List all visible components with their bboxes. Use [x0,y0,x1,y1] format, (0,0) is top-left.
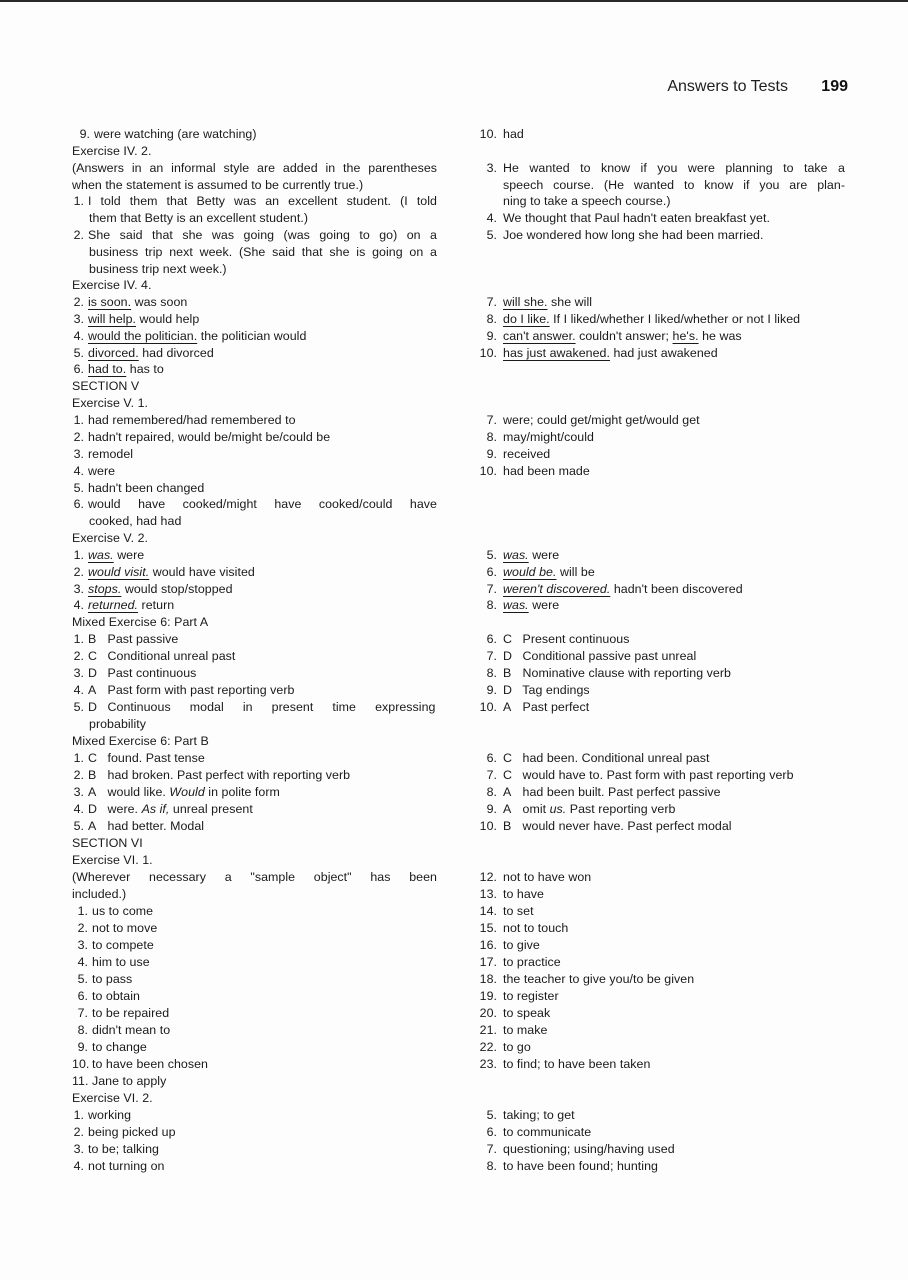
answer-item: 16. to give [479,938,540,952]
answer-item: 5. was. were [486,548,560,562]
answer-item: 12. not to have won [479,870,592,884]
answer-item-continued: business trip next week.) [89,262,227,276]
answer-item-continued: business trip next week. (She said that she is going on a [89,245,437,259]
answer-item: 4. A Past form with past reporting verb [73,683,295,697]
exercise-heading: Mixed Exercise 6: Part A [72,615,209,629]
answer-item: 3. stops. would stop/stopped [73,582,233,596]
running-title: Answers to Tests [667,78,788,95]
answer-item: 4. were [73,464,116,478]
answer-item: 11. Jane to apply [72,1074,167,1088]
scan-top-border [0,0,908,2]
answer-item: 3. D Past continuous [73,666,197,680]
answer-item: 14. to set [479,904,534,918]
answer-item: 4. D were. As if, unreal present [73,802,253,816]
answer-item: 8. may/might/could [486,430,594,444]
page-header [0,78,908,100]
answer-item: 9. D Tag endings [486,683,590,697]
answer-item: 7. were; could get/might get/would get [486,413,700,427]
answer-item-continued: probability [89,717,147,731]
answer-item: 10. had been made [479,464,590,478]
section-heading: SECTION VI [72,836,143,850]
answer-item: 7. C would have to. Past form with past reporting verb [486,768,794,782]
answer-item: 2. She said that she was going (was going to go) on a [73,228,437,242]
answer-item: 10. has just awakened. had just awakened [479,346,718,360]
answer-item: 22. to go [479,1040,531,1054]
answer-item: 4. him to use [77,955,150,969]
exercise-heading: Exercise VI. 1. [72,853,153,867]
answer-item: 1. B Past passive [73,632,179,646]
exercise-heading: Exercise IV. 2. [72,144,152,158]
answer-item: 6. to communicate [486,1125,592,1139]
answer-item: 9. were watching (are watching) [79,127,257,141]
answer-item: 5. taking; to get [486,1108,575,1122]
answer-item: 4. returned. return [73,598,175,612]
exercise-note: (Wherever necessary a "sample object" has been [72,870,437,884]
answer-item: 2. not to move [77,921,158,935]
answer-item: 5. divorced. had divorced [73,346,214,360]
answer-item: 10. B would never have. Past perfect modal [479,819,732,833]
answer-item: 20. to speak [479,1006,551,1020]
answer-item: 6. had to. has to [73,362,164,376]
answer-item: 3. He wanted to know if you were planning to take a [486,161,845,175]
answer-item: 6. would be. will be [486,565,595,579]
answer-item: 2. is soon. was soon [73,295,188,309]
answer-item: 9. received [486,447,551,461]
answer-item: 2. C Conditional unreal past [73,649,236,663]
answer-item: 23. to find; to have been taken [479,1057,651,1071]
exercise-note: (Answers in an informal style are added in the parentheses [72,161,437,175]
exercise-heading: Exercise VI. 2. [72,1091,153,1105]
exercise-note: included.) [72,887,127,901]
answer-item: 9. can't answer. couldn't answer; he's. he was [486,329,742,343]
exercise-note: when the statement is assumed to be currently true.) [72,178,364,192]
answer-item: 8. to have been found; hunting [486,1159,658,1173]
answer-item: 7. weren't discovered. hadn't been discovered [486,582,743,596]
answer-item: 1. working [73,1108,132,1122]
answer-item: 6. would have cooked/might have cooked/could have [73,497,437,511]
answer-item: 15. not to touch [479,921,569,935]
answer-item: 2. would visit. would have visited [73,565,255,579]
answer-item-continued: them that Betty is an excellent student.) [89,211,309,225]
answer-item: 21. to make [479,1023,548,1037]
answer-item: 3. to compete [77,938,154,952]
answer-item: 17. to practice [479,955,561,969]
answer-item: 5. A had better. Modal [73,819,205,833]
answer-item: 6. C had been. Conditional unreal past [486,751,710,765]
answer-item-continued: cooked, had had [89,514,182,528]
answer-item-continued: ning to take a speech course.) [503,194,671,208]
answer-item: 5. D Continuous modal in present time expressing [73,700,436,714]
answer-item: 1. us to come [77,904,154,918]
answer-item: 3. will help. would help [73,312,200,326]
answer-item: 10. had [479,127,524,141]
answer-item: 19. to register [479,989,559,1003]
answer-item: 4. would the politician. the politician would [73,329,307,343]
answer-item: 6. to obtain [77,989,140,1003]
answer-item: 8. do I like. If I liked/whether I liked/whether or not I liked [486,312,801,326]
answer-item: 1. was. were [73,548,145,562]
answer-item: 7. questioning; using/having used [486,1142,675,1156]
answer-item: 4. We thought that Paul hadn't eaten breakfast yet. [486,211,770,225]
answer-item: 1. C found. Past tense [73,751,205,765]
answer-item: 9. to change [77,1040,147,1054]
answer-item: 9. A omit us. Past reporting verb [486,802,676,816]
exercise-heading: Mixed Exercise 6: Part B [72,734,209,748]
answer-item: 5. to pass [77,972,133,986]
answer-item: 18. the teacher to give you/to be given [479,972,695,986]
answer-item: 10. A Past perfect [479,700,590,714]
answer-item: 3. A would like. Would in polite form [73,785,280,799]
exercise-heading: Exercise V. 2. [72,531,148,545]
page-number: 199 [821,78,848,95]
answer-item: 3. remodel [73,447,134,461]
answer-item: 1. I told them that Betty was an excellent student. (I told [73,194,437,208]
exercise-heading: Exercise V. 1. [72,396,148,410]
answer-item: 5. hadn't been changed [73,481,205,495]
answer-item: 5. Joe wondered how long she had been married. [486,228,764,242]
answer-item: 7. to be repaired [77,1006,170,1020]
answer-item: 8. was. were [486,598,560,612]
answer-item: 7. will she. she will [486,295,593,309]
answer-item: 8. didn't mean to [77,1023,171,1037]
answer-item: 8. A had been built. Past perfect passive [486,785,721,799]
answer-item: 8. B Nominative clause with reporting verb [486,666,731,680]
answer-item: 1. had remembered/had remembered to [73,413,296,427]
answer-item: 2. hadn't repaired, would be/might be/could be [73,430,331,444]
answer-item: 2. being picked up [73,1125,176,1139]
answer-item: 2. B had broken. Past perfect with reporting verb [73,768,351,782]
answer-item: 4. not turning on [73,1159,165,1173]
answer-item: 13. to have [479,887,544,901]
section-heading: SECTION V [72,379,140,393]
answer-item: 3. to be; talking [73,1142,159,1156]
exercise-heading: Exercise IV. 4. [72,278,152,292]
answer-item: 10. to have been chosen [72,1057,208,1071]
answer-item: 6. C Present continuous [486,632,630,646]
answer-item: 7. D Conditional passive past unreal [486,649,697,663]
answer-item-continued: speech course. (He wanted to know if you are plan- [503,178,845,192]
